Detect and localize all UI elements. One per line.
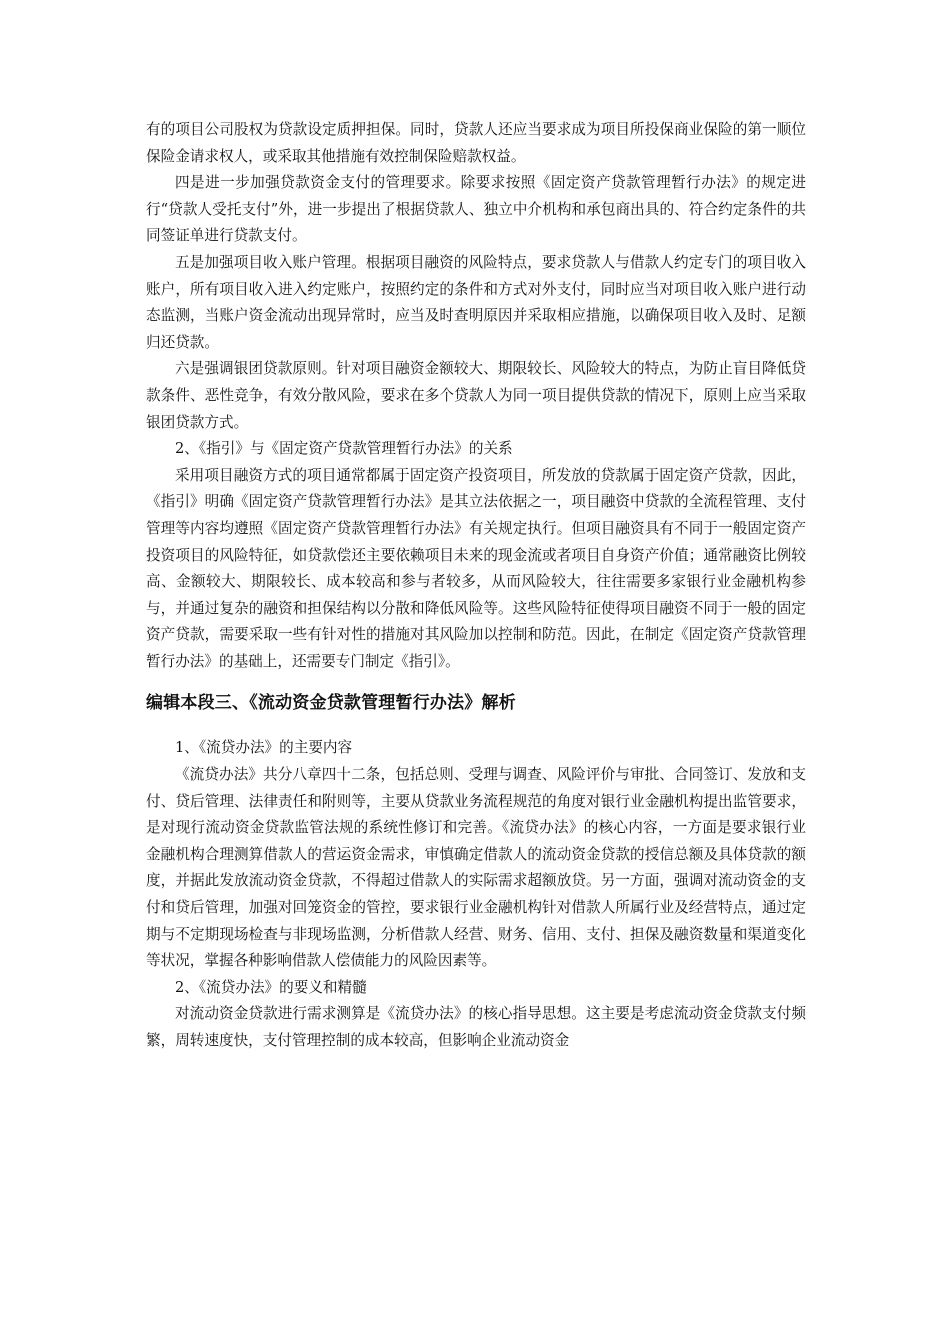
- paragraph-main-content: 《流贷办法》共分八章四十二条，包括总则、受理与调查、风险评价与审批、合同签订、发放和支付、贷后管理、法律责任和附则等，主要从贷款业务流程规范的角度对银行业金融机构提出监管要求，是对现行流动资金贷款监管法规的系统性修订和完善。《流贷办法》的核心内容，一方面是要求银行业金融机构合理测算借款人的营运资金需求，审慎确定借款人的流动资金贷款的授信总额及具体贷款的额度，并据此发放流动资金贷款，不得超过借款人的实际需求超额放贷。另一方面，强调对流动资金的支付和贷后管理，加强对回笼资金的管控，要求银行业金融机构针对借款人所属行业及经营特点，通过定期与不定期现场检查与非现场监测，分析借款人经营、财务、信用、支付、担保及融资数量和渠道变化等状况，掌握各种影响借款人偿债能力的风险因素等。: [146, 766, 806, 970]
- subheading-essence: 2、《流贷办法》的要义和精髓: [175, 978, 367, 996]
- subheading-relationship: 2、《指引》与《固定资产贷款管理暂行办法》的关系: [175, 440, 513, 458]
- paragraph-essence: 对流动资金贷款进行需求测算是《流贷办法》的核心指导思想。这主要是考虑流动资金贷款支付频繁，周转速度快，支付管理控制的成本较高，但影响企业流动资金: [146, 1005, 806, 1049]
- paragraph-relationship: 采用项目融资方式的项目通常都属于固定资产投资项目，所发放的贷款属于固定资产贷款，因此，《指引》明确《固定资产贷款管理暂行办法》是其立法依据之一，项目融资中贷款的全流程管理、支付管理等内容均遵照《固定资产贷款管理暂行办法》有关规定执行。但项目融资具有不同于一般固定资产投资项目的风险特征，如贷款偿还主要依赖项目未来的现金流或者项目自身资产价值；通常融资比例较高、金额较大、期限较长、成本较高和参与者较多，从而风险较大，往往需要多家银行业金融机构参与，并通过复杂的融资和担保结构以分散和降低风险等。这些风险特征使得项目融资不同于一般的固定资产贷款，需要采取一些有针对性的措施对其风险加以控制和防范。因此，在制定《固定资产贷款管理暂行办法》的基础上，还需要专门制定《指引》。: [146, 466, 806, 670]
- paragraph-point-five: 五是加强项目收入账户管理。根据项目融资的风险特点，要求贷款人与借款人约定专门的项目收入账户，所有项目收入进入约定账户，按照约定的条件和方式对外支付，同时应当对项目收入账户进行动态监测，当账户资金流动出现异常时，应当及时查明原因并采取相应措施，以确保项目收入及时、足额归还贷款。: [146, 253, 806, 351]
- paragraph-point-six: 六是强调银团贷款原则。针对项目融资金额较大、期限较长、风险较大的特点，为防止盲目降低贷款条件、恶性竞争，有效分散风险，要求在多个贷款人为同一项目提供贷款的情况下，原则上应当采取银团贷款方式。: [146, 360, 806, 431]
- section-heading: 编辑本段三、《流动资金贷款管理暂行办法》解析: [146, 693, 516, 714]
- paragraph-continued: 有的项目公司股权为贷款设定质押担保。同时，贷款人还应当要求成为项目所投保商业保险的第一顺位保险金请求权人，或采取其他措施有效控制保险赔款权益。: [146, 121, 806, 165]
- document-body: [146, 117, 806, 1055]
- subheading-main-content: 1、《流贷办法》的主要内容: [175, 739, 353, 757]
- paragraph-point-four: 四是进一步加强贷款资金支付的管理要求。除要求按照《固定资产贷款管理暂行办法》的规定进行“贷款人受托支付”外，进一步提出了根据贷款人、独立中介机构和承包商出具的、符合约定条件的共同签证单进行贷款支付。: [146, 174, 806, 245]
